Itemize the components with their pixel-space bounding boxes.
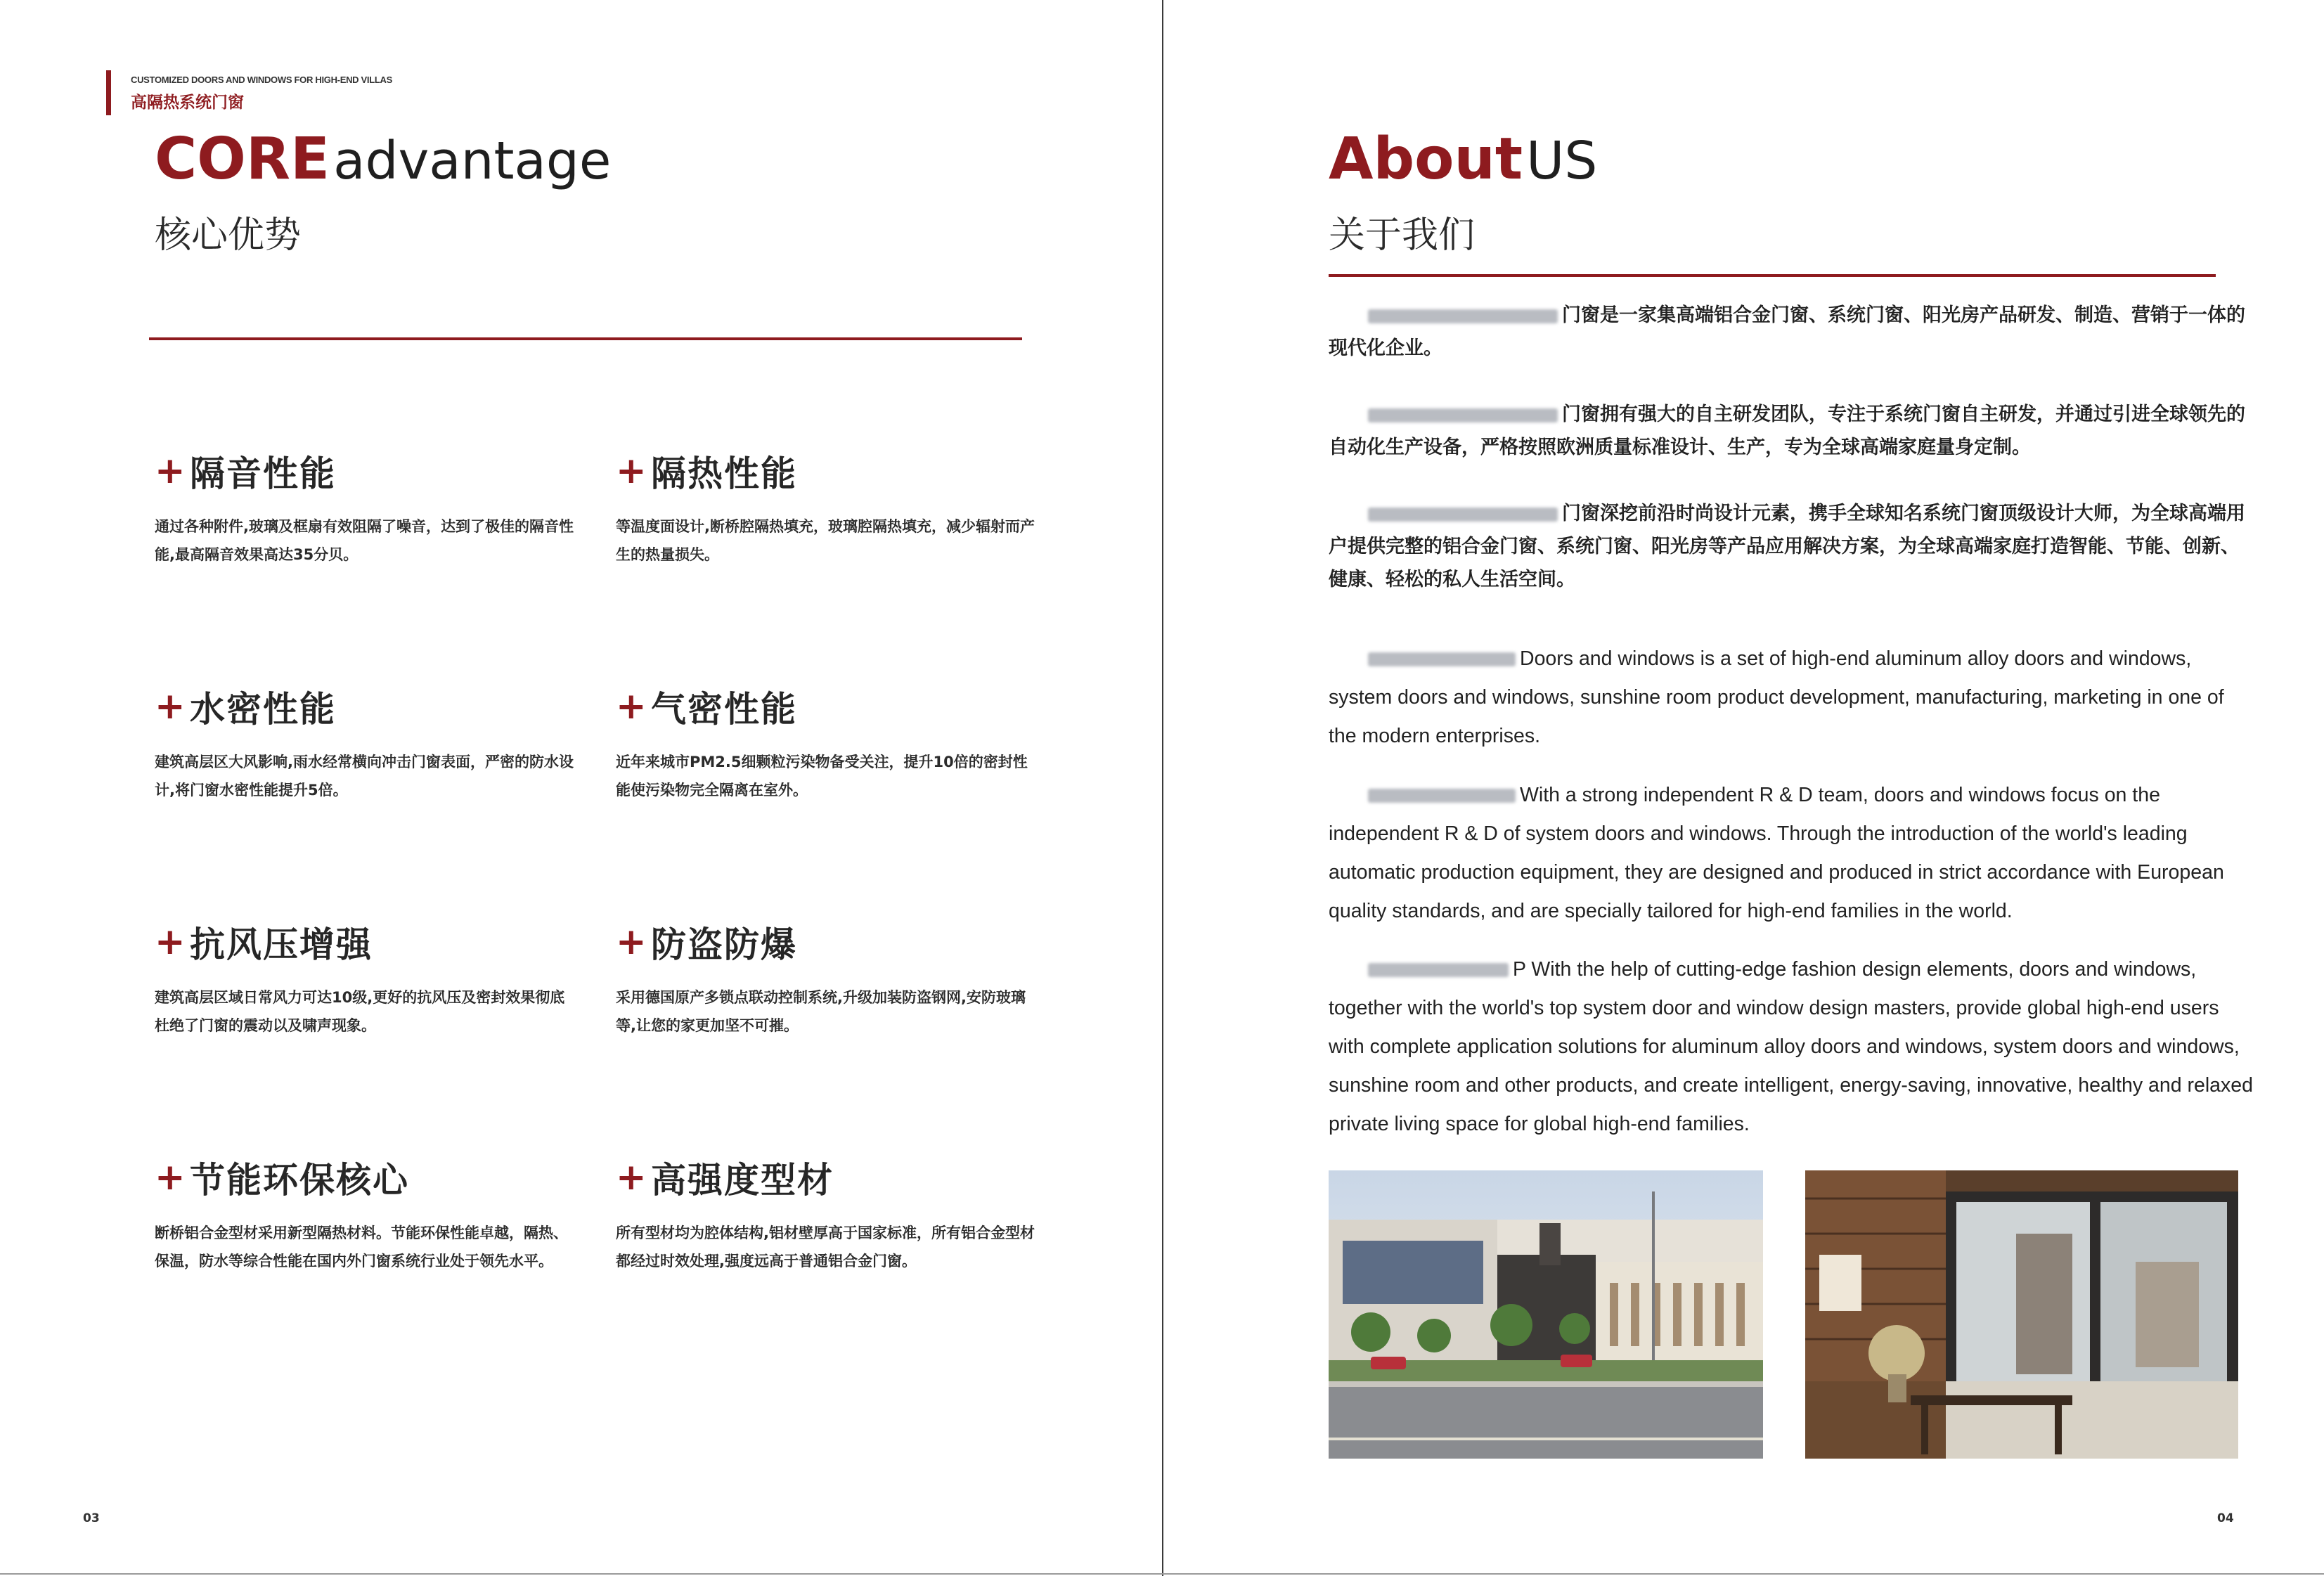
page-number-left: 03 — [83, 1511, 100, 1525]
redacted-brand — [1368, 408, 1558, 422]
page-spine — [1162, 0, 1163, 1576]
core-title-red: CORE — [155, 126, 330, 193]
feature-desc: 建筑高层区域日常风力可达10级,更好的抗风压及密封效果彻底杜绝了门窗的震动以及啸声现象。 — [155, 989, 565, 1034]
feature-desc: 断桥铝合金型材采用新型隔热材料。节能环保性能卓越，隔热、保温，防水等综合性能在国内外门窗系统行业处于领先水平。 — [155, 1225, 568, 1270]
about-cn-para-2: 门窗拥有强大的自主研发团队，专注于系统门窗自主研发，并通过引进全球领先的自动化生产设备，严格按照欧洲质量标准设计、生产，专为全球高端家庭量身定制。 — [1329, 403, 2245, 458]
about-en-para-3: P With the help of cutting-edge fashion design elements, doors and windows, together with the world's top system door and window design masters, provide global high-end users with complete application solutions for aluminum alloy doors and windows, system doors and windows, sunshine room and other products, and create intelligent, energy-saving, innovative, healthy and relaxed private living space for global high-end families. — [1329, 958, 2253, 1135]
page-number-right: 04 — [2217, 1511, 2234, 1525]
plus-icon: + — [616, 921, 647, 963]
factory-illustration — [1329, 1170, 1763, 1459]
redacted-brand — [1368, 652, 1516, 666]
core-title-dark: advantage — [333, 131, 612, 191]
feature-desc: 建筑高层区大风影响,雨水经常横向冲击门窗表面，严密的防水设计,将门窗水密性能提升5倍。 — [155, 754, 574, 799]
feature-airtight — [616, 682, 1038, 804]
plus-icon: + — [155, 450, 186, 492]
interior-photo — [1805, 1170, 2238, 1459]
about-title — [1329, 126, 1598, 193]
redacted-brand — [1368, 789, 1516, 803]
header-tag-en: CUSTOMIZED DOORS AND WINDOWS FOR HIGH-END VILLAS — [131, 75, 392, 85]
feature-heat-insulation — [616, 446, 1038, 569]
feature-high-strength — [616, 1153, 1038, 1275]
core-subtitle: 核心优势 — [155, 214, 302, 257]
feature-wind-pressure — [155, 917, 576, 1040]
feature-title: 水密性能 — [190, 689, 336, 730]
feature-anti-theft — [616, 917, 1038, 1040]
feature-soundproof — [155, 446, 576, 569]
feature-desc: 采用德国原产多锁点联动控制系统,升级加装防盗钢网,安防玻璃等,让您的家更加坚不可摧。 — [616, 989, 1026, 1034]
about-cn-para-3: 门窗深挖前沿时尚设计元素，携手全球知名系统门窗顶级设计大师，为全球高端用户提供完整的铝合金门窗、系统门窗、阳光房等产品应用解决方案，为全球高端家庭打造智能、节能、创新、健康、轻松的私人生活空间。 — [1329, 503, 2245, 590]
plus-icon: + — [155, 921, 186, 963]
feature-desc: 近年来城市PM2.5细颗粒污染物备受关注，提升10倍的密封性能使污染物完全隔离在室外。 — [616, 754, 1028, 799]
about-en-para-1: Doors and windows is a set of high-end aluminum alloy doors and windows, system doors and windows, sunshine room product development, manufacturing, marketing in one of the modern enterprises. — [1329, 647, 2224, 747]
about-cn-para-1: 门窗是一家集高端铝合金门窗、系统门窗、阳光房产品研发、制造、营销于一体的现代化企业。 — [1329, 304, 2245, 359]
feature-title: 隔热性能 — [651, 453, 797, 494]
plus-icon: + — [155, 685, 186, 728]
about-en-para-2: With a strong independent R & D team, doors and windows focus on the independent R & D of system doors and windows. Through the introduction of the world's leading automatic production equipment, they are designed and produced in strict accordance with European quality standards, and are specially tailored for high-end families in the world. — [1329, 784, 2224, 922]
redacted-brand — [1368, 963, 1509, 977]
plus-icon: + — [155, 1156, 186, 1199]
core-rule — [149, 337, 1022, 340]
plus-icon: + — [616, 1156, 647, 1199]
redacted-brand — [1368, 508, 1558, 522]
about-title-dark: US — [1526, 131, 1598, 191]
feature-energy-saving — [155, 1153, 576, 1275]
feature-title: 抗风压增强 — [190, 924, 373, 965]
feature-watertight — [155, 682, 576, 804]
about-rule — [1329, 274, 2216, 277]
plus-icon: + — [616, 685, 647, 728]
feature-desc: 等温度面设计,断桥腔隔热填充，玻璃腔隔热填充，减少辐射而产生的热量损失。 — [616, 518, 1035, 563]
feature-title: 防盗防爆 — [651, 924, 797, 965]
factory-photo — [1329, 1170, 1763, 1459]
feature-title: 隔音性能 — [190, 453, 336, 494]
bottom-edge — [0, 1573, 2324, 1575]
feature-title: 高强度型材 — [651, 1160, 834, 1201]
plus-icon: + — [616, 450, 647, 492]
redacted-brand — [1368, 309, 1558, 323]
interior-illustration — [1805, 1170, 2238, 1459]
feature-title: 节能环保核心 — [190, 1160, 409, 1201]
header-accent-bar — [106, 70, 111, 115]
header-tag-cn: 高隔热系统门窗 — [131, 93, 244, 112]
about-subtitle: 关于我们 — [1329, 214, 1476, 257]
core-title — [155, 126, 612, 193]
feature-title: 气密性能 — [651, 689, 797, 730]
feature-desc: 通过各种附件,玻璃及框扇有效阻隔了噪音，达到了极佳的隔音性能,最高隔音效果高达35分贝。 — [155, 518, 574, 563]
about-title-red: About — [1329, 126, 1523, 193]
feature-desc: 所有型材均为腔体结构,铝材壁厚高于国家标准，所有铝合金型材都经过时效处理,强度远高于普通铝合金门窗。 — [616, 1225, 1035, 1270]
